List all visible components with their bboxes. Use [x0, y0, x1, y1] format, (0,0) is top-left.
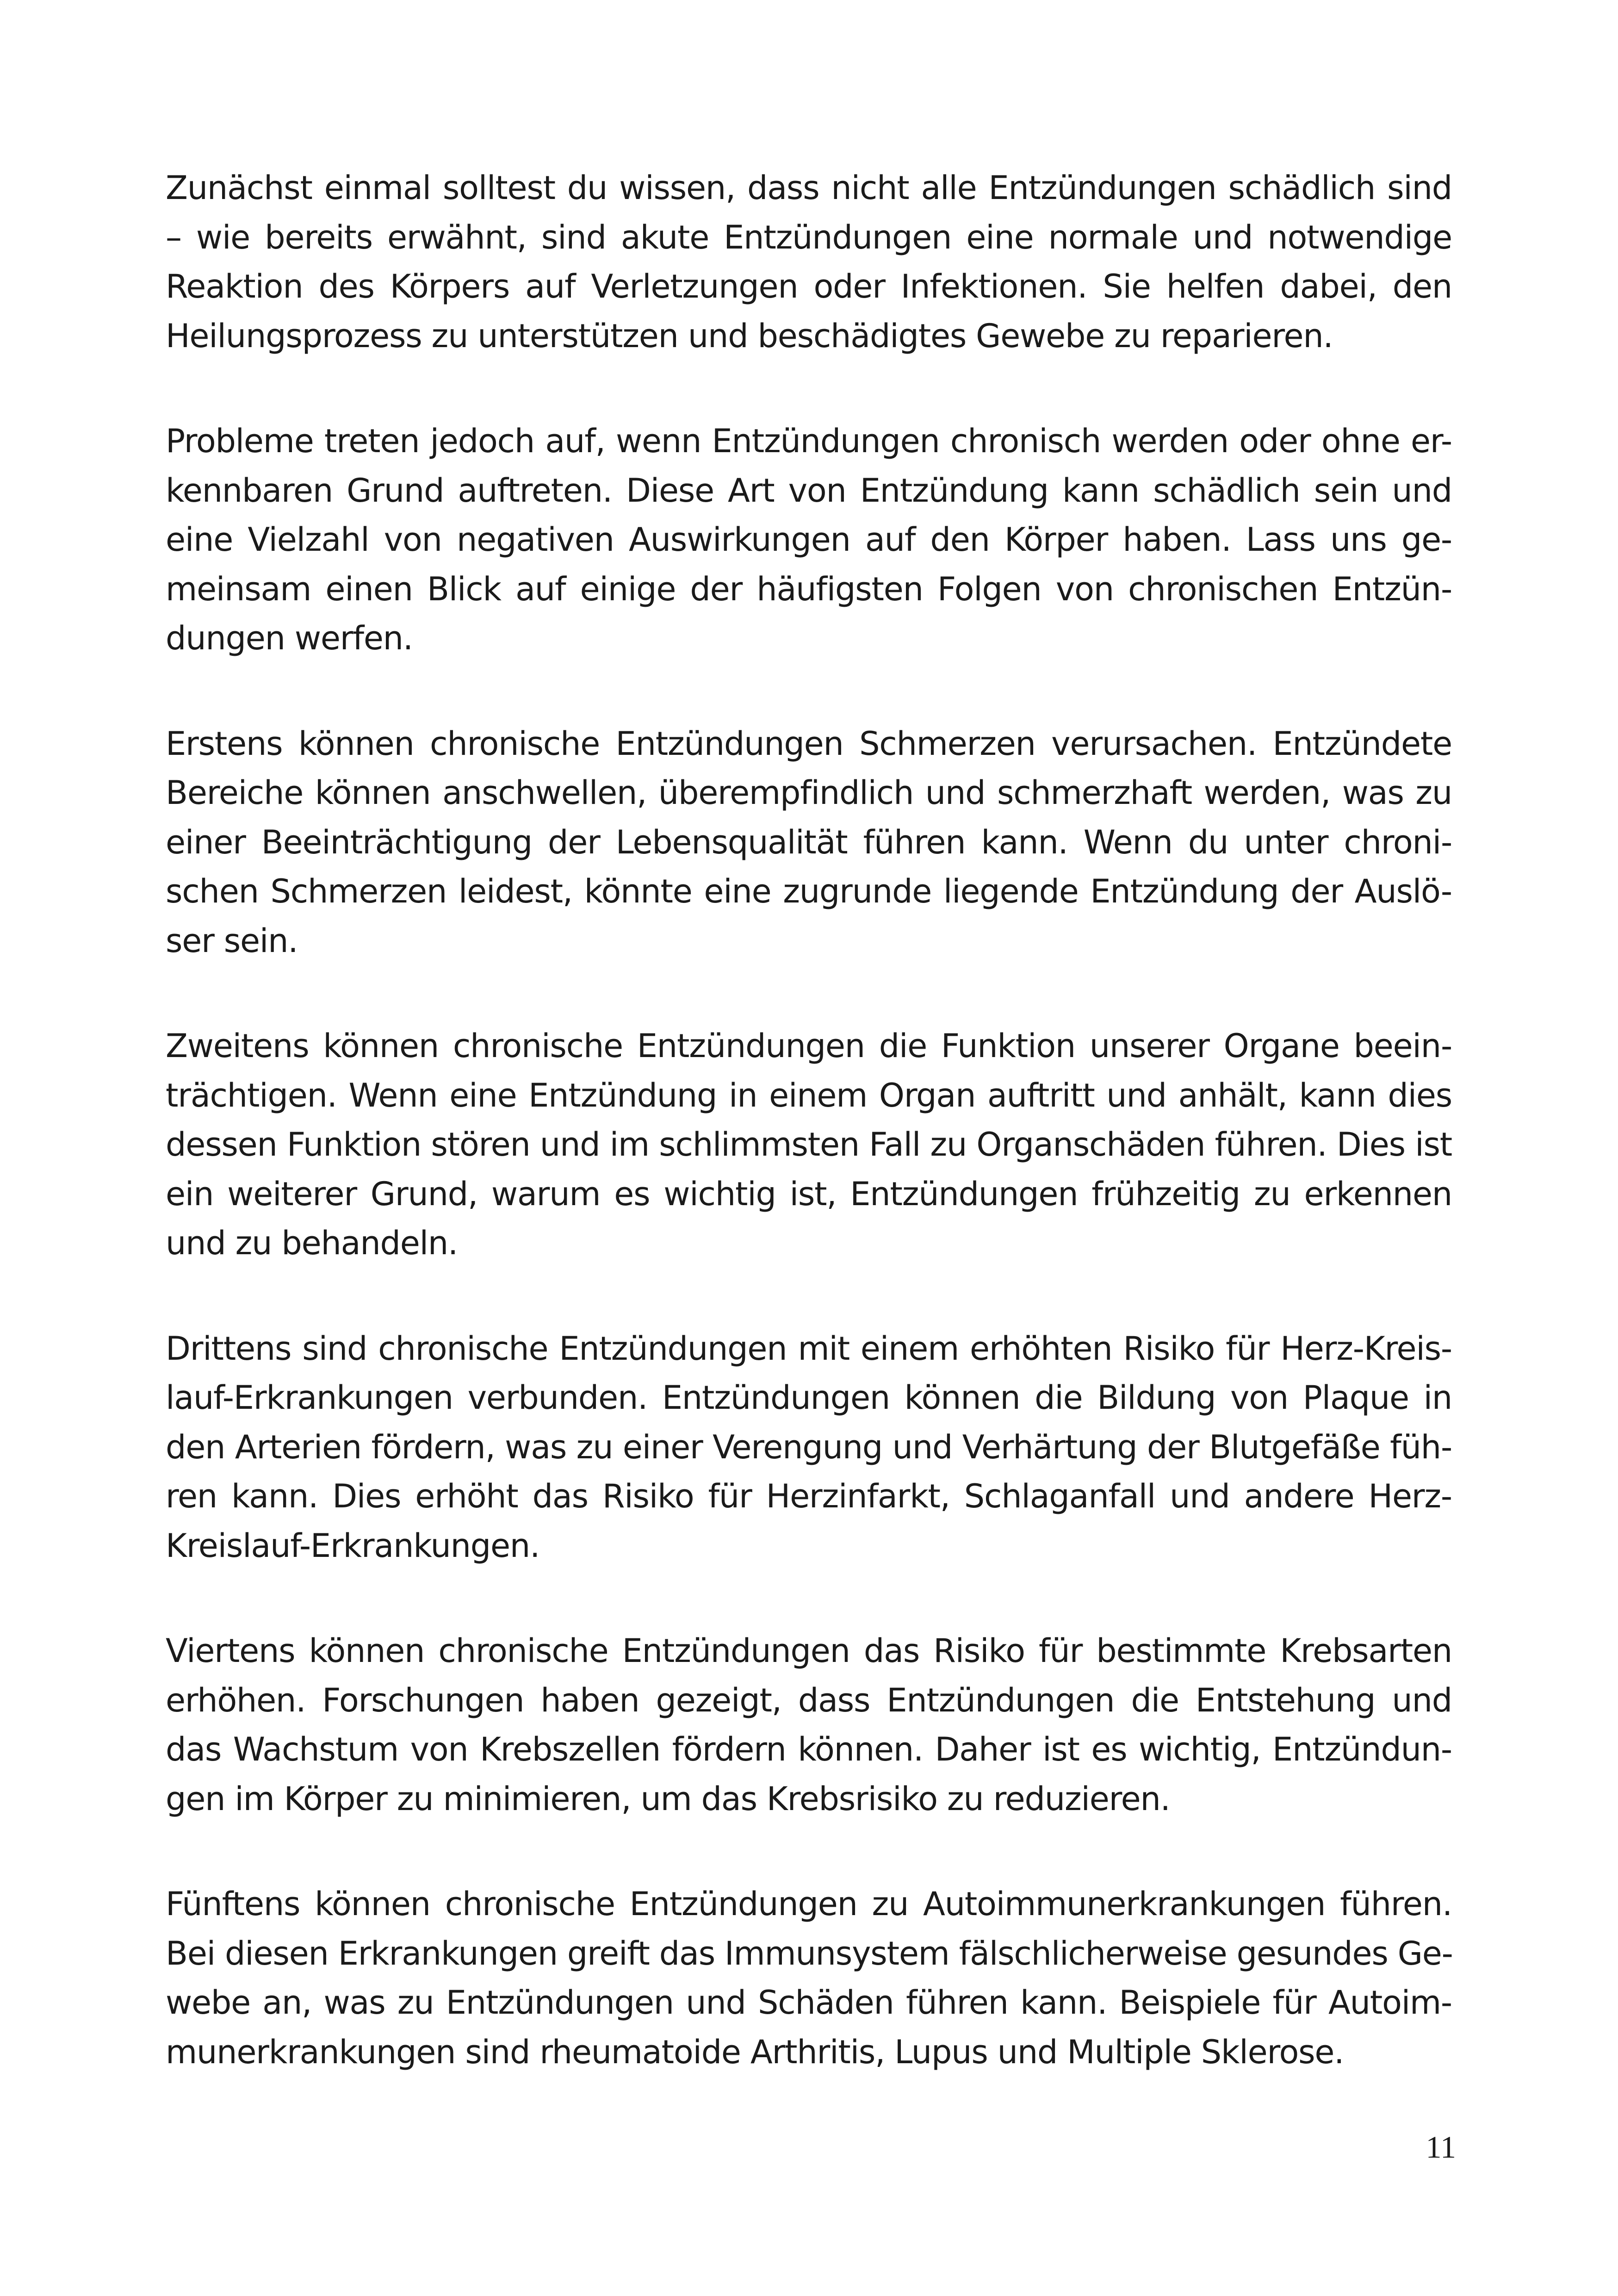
- text-line: Drittens sind chronische Entzündungen mit einem erhöhten Risiko für Herz-Kreis-: [166, 1329, 1452, 1368]
- text-line: dungen werfen.: [166, 619, 413, 657]
- text-line: das Wachstum von Krebszellen fördern können. Daher ist es wichtig, Entzündun-: [166, 1730, 1452, 1768]
- paragraph-1: [166, 163, 1452, 361]
- text-line: ren kann. Dies erhöht das Risiko für Herzinfarkt, Schlaganfall und andere Herz-: [166, 1477, 1452, 1515]
- text-line: Bei diesen Erkrankungen greift das Immunsystem fälschlicherweise gesundes Ge-: [166, 1934, 1453, 1972]
- text-line: und zu behandeln.: [166, 1224, 458, 1262]
- text-line: – wie bereits erwähnt, sind akute Entzündungen eine normale und notwendige: [166, 218, 1452, 256]
- text-line: den Arterien fördern, was zu einer Verengung und Verhärtung der Blutgefäße füh-: [166, 1428, 1452, 1466]
- text-line: lauf-Erkrankungen verbunden. Entzündungen können die Bildung von Plaque in: [166, 1379, 1452, 1417]
- page-number: 11: [1426, 2129, 1456, 2165]
- text-line: ein weiterer Grund, warum es wichtig ist, Entzündungen frühzeitig zu erkennen: [166, 1175, 1452, 1213]
- text-line: meinsam einen Blick auf einige der häufigsten Folgen von chronischen Entzün-: [166, 570, 1452, 608]
- text-line: Zunächst einmal solltest du wissen, dass nicht alle Entzündungen schädlich sind: [166, 169, 1452, 207]
- text-line: Reaktion des Körpers auf Verletzungen oder Infektionen. Sie helfen dabei, den: [166, 268, 1452, 305]
- text-line: kennbaren Grund auftreten. Diese Art von Entzündung kann schädlich sein und: [166, 471, 1452, 510]
- text-line: Heilungsprozess zu unterstützen und beschädigtes Gewebe zu reparieren.: [166, 317, 1333, 355]
- paragraph-6: [166, 1626, 1452, 1823]
- text-line: trächtigen. Wenn eine Entzündung in einem Organ auftritt und anhält, kann dies: [166, 1076, 1452, 1114]
- text-line: Erstens können chronische Entzündungen Schmerzen verursachen. Entzündete: [166, 724, 1452, 763]
- paragraph-2: [166, 417, 1452, 663]
- text-line: Bereiche können anschwellen, überempfindlich und schmerzhaft werden, was zu: [166, 774, 1452, 812]
- text-line: einer Beeinträchtigung der Lebensqualität führen kann. Wenn du unter chroni-: [166, 823, 1452, 861]
- text-line: gen im Körper zu minimieren, um das Krebsrisiko zu reduzieren.: [166, 1780, 1170, 1818]
- text-line: Zweitens können chronische Entzündungen die Funktion unserer Organe beein-: [166, 1027, 1452, 1065]
- text-line: eine Vielzahl von negativen Auswirkungen auf den Körper haben. Lass uns ge-: [166, 521, 1452, 559]
- text-line: schen Schmerzen leidest, könnte eine zugrunde liegende Entzündung der Auslö-: [166, 872, 1452, 910]
- text-line: Viertens können chronische Entzündungen das Risiko für bestimmte Krebsarten: [166, 1632, 1452, 1670]
- text-line: Probleme treten jedoch auf, wenn Entzündungen chronisch werden oder ohne er-: [166, 422, 1452, 460]
- text-line: munerkrankungen sind rheumatoide Arthritis, Lupus und Multiple Sklerose.: [166, 2033, 1344, 2071]
- text-line: Fünftens können chronische Entzündungen zu Autoimmunerkrankungen führen.: [166, 1885, 1452, 1923]
- paragraph-7: [166, 1879, 1452, 2077]
- text-line: ser sein.: [166, 921, 298, 960]
- text-line: webe an, was zu Entzündungen und Schäden führen kann. Beispiele für Autoim-: [166, 1984, 1452, 2022]
- text-line: Kreislauf-Erkrankungen.: [166, 1526, 540, 1565]
- paragraph-4: [166, 1021, 1452, 1268]
- body-text: [166, 163, 1452, 2133]
- text-line: dessen Funktion stören und im schlimmsten Fall zu Organschäden führen. Dies ist: [166, 1126, 1452, 1164]
- text-line: erhöhen. Forschungen haben gezeigt, dass Entzündungen die Entstehung und: [166, 1681, 1452, 1719]
- paragraph-3: [166, 719, 1452, 966]
- paragraph-5: [166, 1324, 1452, 1571]
